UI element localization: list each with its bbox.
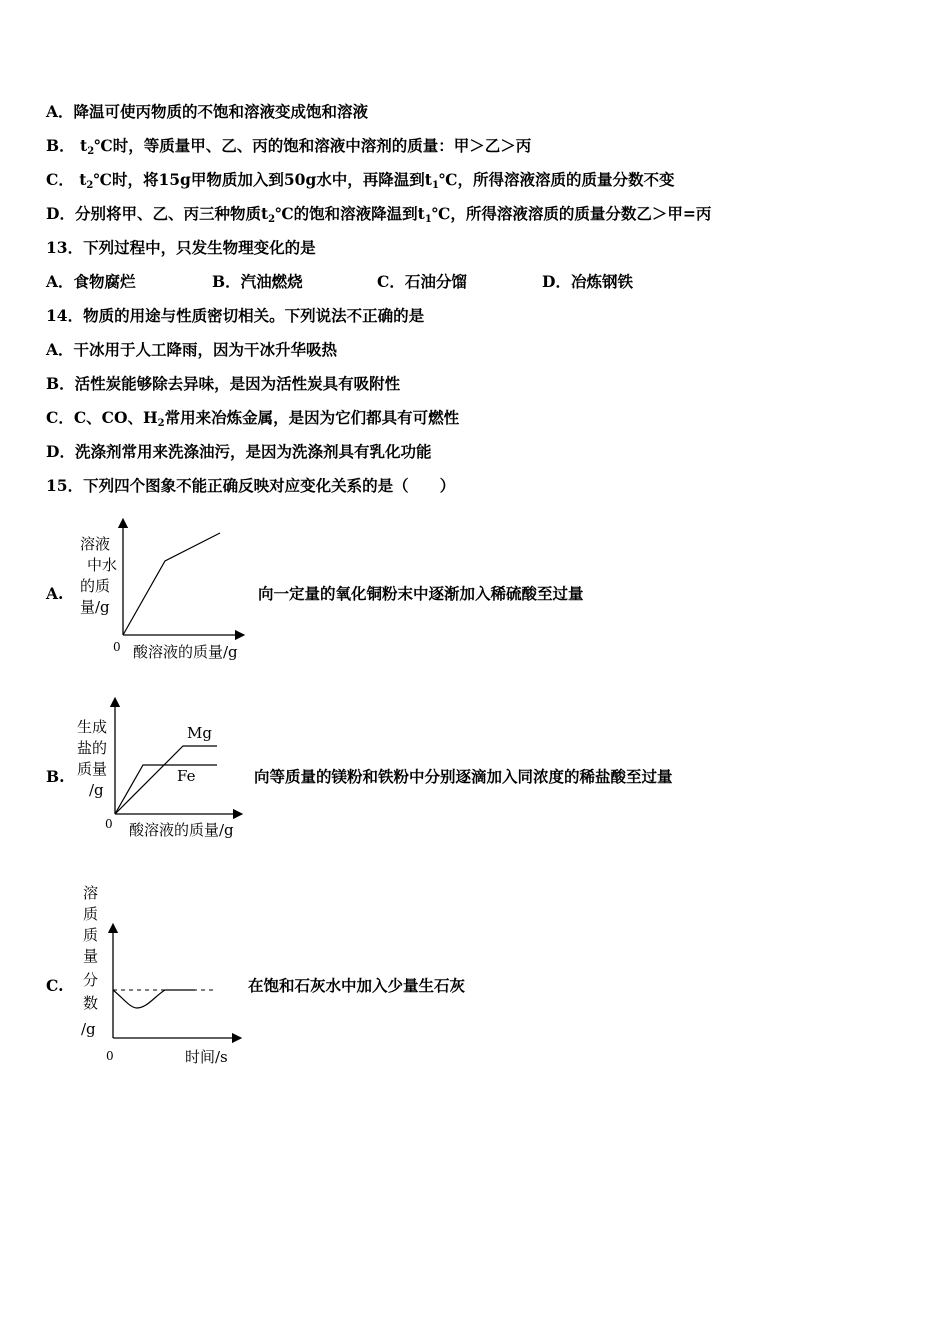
graph-a-ylabel-2: 中水 — [87, 556, 118, 574]
q12-option-a: A．降温可使丙物质的不饱和溶液变成饱和溶液 — [46, 102, 369, 121]
graph-c-xlabel: 时间/s — [185, 1048, 228, 1066]
q13-stem: 13．下列过程中，只发生物理变化的是 — [46, 238, 316, 257]
graph-b-mg-line — [115, 746, 217, 814]
q13-option-b: B．汽油燃烧 — [212, 272, 303, 291]
q12-option-c: C． $t_2℃$时，将15g甲物质加入到50g水中，再降温到$t_1℃$，所得溶液溶质的质量分数不变 — [46, 170, 675, 191]
graph-a — [75, 515, 260, 665]
graph-c-ylabel-4: 量 — [83, 947, 99, 965]
graph-a-origin: 0 — [113, 640, 121, 654]
q15-option-c-desc: 在饱和石灰水中加入少量生石灰 — [248, 976, 466, 995]
graph-b-ylabel-1: 生成 — [77, 718, 108, 736]
graph-c-ylabel-5: 分 — [83, 971, 99, 989]
graph-b-ylabel-3: 质量 — [77, 760, 108, 778]
graph-c-ylabel-2: 质 — [83, 905, 99, 923]
graph-b-xlabel: 酸溶液的质量/g — [129, 821, 234, 839]
q14-option-d: D．洗涤剂常用来洗涤油污，是因为洗涤剂具有乳化功能 — [46, 442, 432, 461]
q14-option-b: B．活性炭能够除去异味，是因为活性炭具有吸附性 — [46, 374, 401, 393]
graph-c-ylabel-1: 溶 — [83, 884, 99, 902]
graph-a-xlabel: 酸溶液的质量/g — [133, 643, 238, 661]
graph-b-mg-label: Mg — [187, 724, 212, 742]
graph-b — [75, 692, 260, 842]
graph-b-origin: 0 — [105, 817, 113, 831]
q15-stem: 15．下列四个图象不能正确反映对应变化关系的是（ ） — [46, 476, 456, 495]
q12-option-d: D．分别将甲、乙、丙三种物质$t_2℃$的饱和溶液降温到$t_1℃$，所得溶液溶质的质量分数乙＞甲=丙 — [46, 204, 712, 225]
q14-option-a: A．干冰用于人工降雨，因为干冰升华吸热 — [46, 340, 338, 359]
q15-option-b-desc: 向等质量的镁粉和铁粉中分别逐滴加入同浓度的稀盐酸至过量 — [254, 767, 673, 786]
graph-c-ylabel-3: 质 — [83, 926, 99, 944]
q14-stem: 14．物质的用途与性质密切相关。下列说法不正确的是 — [46, 306, 425, 325]
graph-b-fe-label: Fe — [177, 767, 196, 785]
graph-a-curve — [123, 533, 220, 635]
q15-option-b-letter: B. — [46, 767, 65, 786]
q13-option-c: C．石油分馏 — [377, 272, 467, 291]
graph-c — [75, 878, 260, 1073]
graph-a-ylabel-1: 溶液 — [80, 535, 111, 553]
q13-option-a: A．食物腐烂 — [46, 272, 136, 291]
q15-option-c-letter: C. — [46, 976, 64, 995]
graph-b-ylabel-2: 盐的 — [77, 739, 108, 757]
q12-option-b: B． $t_2℃$时，等质量甲、乙、丙的饱和溶液中溶剂的质量：甲＞乙＞丙 — [46, 136, 532, 157]
graph-a-ylabel-4: 量/g — [80, 598, 110, 616]
q15-option-a-desc: 向一定量的氧化铜粉末中逐渐加入稀硫酸至过量 — [258, 584, 584, 603]
graph-c-curve — [113, 990, 195, 1008]
q15-option-a-letter: A. — [46, 584, 64, 603]
graph-a-ylabel-3: 的质 — [80, 577, 111, 595]
graph-b-fe-line — [115, 765, 217, 814]
graph-b-ylabel-4: /g — [89, 781, 104, 799]
q14-option-c: C．C、CO、$H_2$常用来冶炼金属，是因为它们都具有可燃性 — [46, 408, 460, 429]
graph-c-ylabel-7: /g — [81, 1020, 96, 1038]
graph-c-ylabel-6: 数 — [83, 994, 99, 1012]
graph-c-origin: 0 — [106, 1049, 114, 1063]
q13-option-d: D．冶炼钢铁 — [542, 272, 633, 291]
